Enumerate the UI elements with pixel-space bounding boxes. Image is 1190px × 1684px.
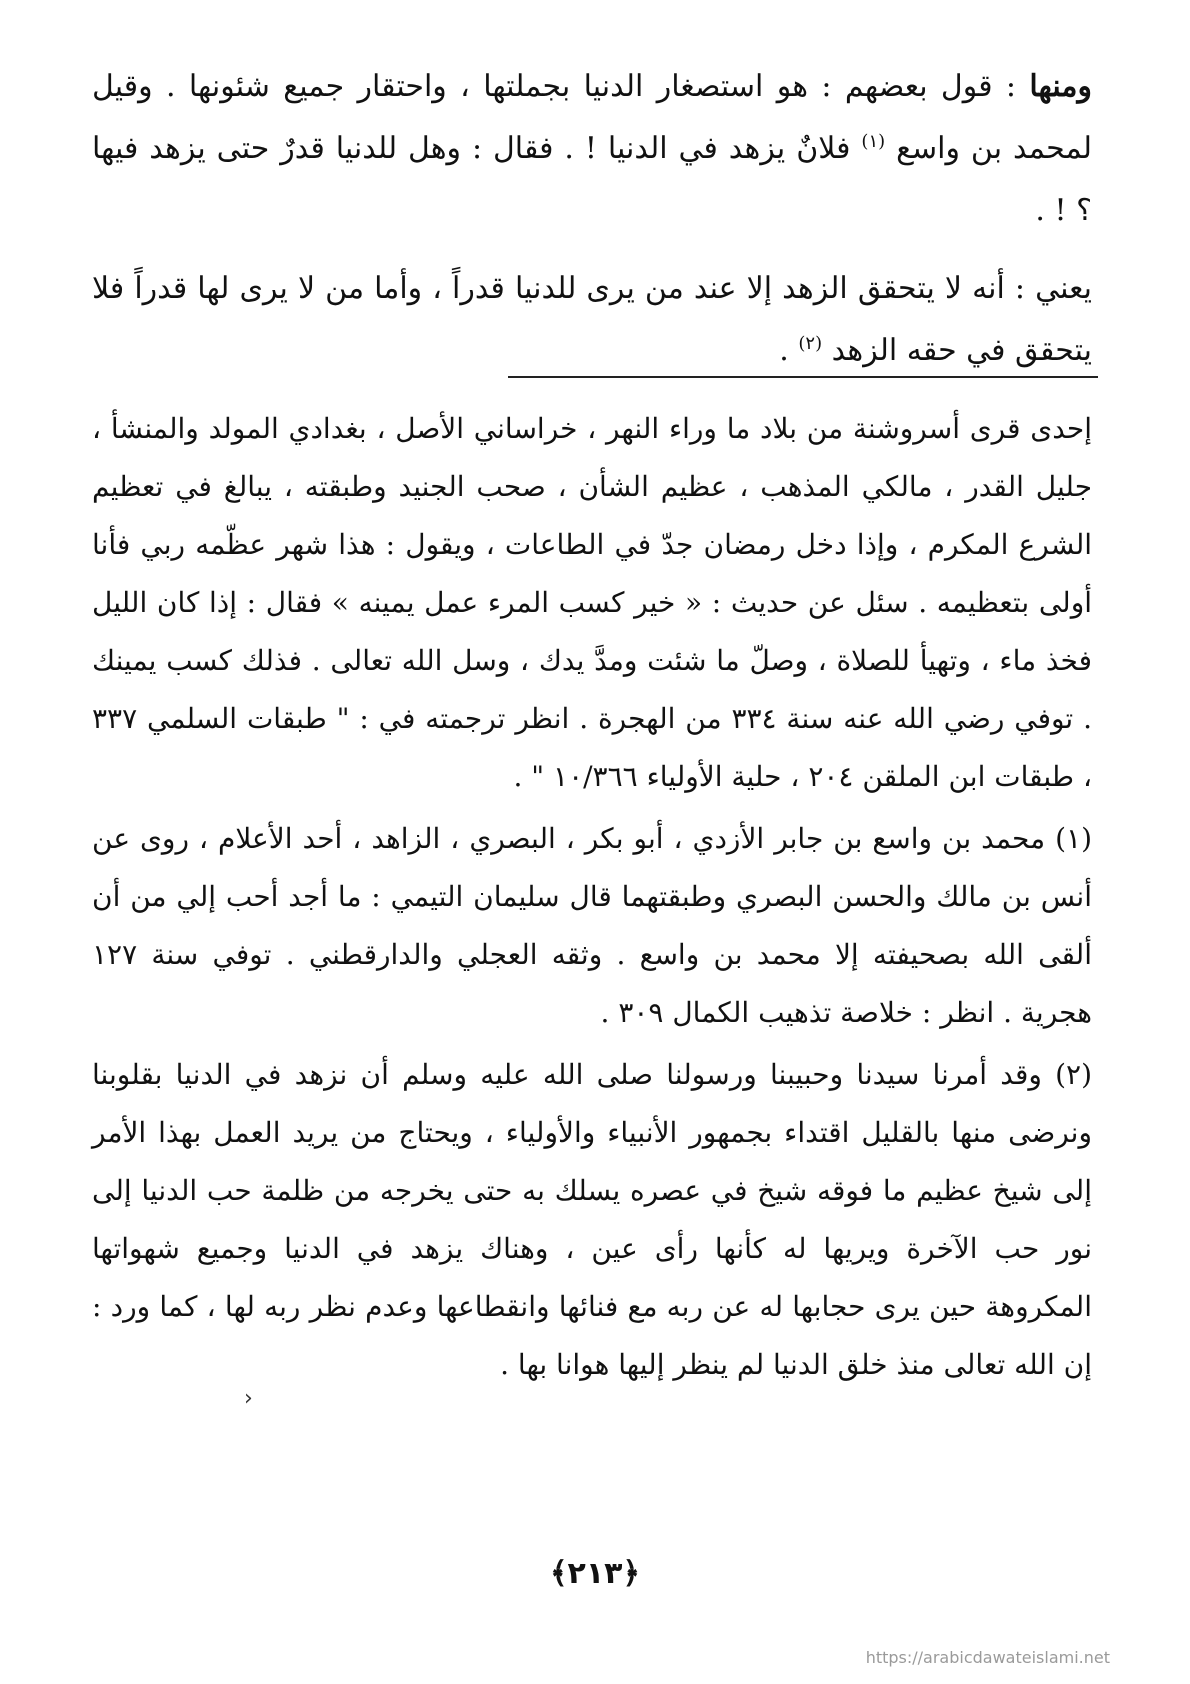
footnote-2: (٢) وقد أمرنا سيدنا وحبيبنا ورسولنا صلى الله عليه وسلم أن نزهد في الدنيا بقلوبنا ونرضى منها بالقليل اقتداء بجمهور الأنبياء والأولياء ، ويحتاج من يريد العمل بهذا الأمر إلى شيخ عظيم ما فوقه شيخ في عصره يسلك به حتى يخرجه من ظلمة حب الدنيا إلى نور حب الآخرة ويريها له كأنها رأى عين ، وهناك يزهد في الدنيا وجميع شهواتها المكروهة حين يرى حجابها له عن ربه مع فنائها وانقطاعها وعدم نظر ربه لها ، كما ورد : إن الله تعالى منذ خلق الدنيا لم ينظر إليها هوانا بها . — [92, 1058, 1092, 1381]
page-number: ﴿٢١٣﴾ — [549, 1556, 641, 1591]
watermark-url: https://arabicdawateislami.net — [865, 1648, 1110, 1667]
paragraph-1-text: : قول بعضهم : هو استصغار الدنيا بجملتها ، واحتقار جميع شئونها . وقيل لمحمد بن واسع — [92, 69, 1092, 166]
margin-mark: › — [244, 1386, 253, 1411]
footnote-continued: إحدى قرى أسروشنة من بلاد ما وراء النهر ، خراساني الأصل ، بغدادي المولد والمنشأ ، جليل القدر ، مالكي المذهب ، عظيم الشأن ، صحب الجنيد وطبقته ، يبالغ في تعظيم الشرع المكرم ، وإذا دخل رمضان جدّ في الطاعات ، ويقول : هذا شهر عظّمه ربي فأنا أولى بتعظيمه . سئل عن حديث : « خير كسب المرء عمل يمينه » فقال : إذا كان الليل فخذ ماء ، وتهيأ للصلاة ، وصلّ ما شئت ومدَّ يدك ، وسل الله تعالى . فذلك كسب يمينك . توفي رضي الله عنه سنة ٣٣٤ من الهجرة . انظر ترجمته في : " طبقات السلمي ٣٣٧ ، طبقات ابن الملقن ٢٠٤ ، حلية الأولياء ١٠/٣٦٦ " . — [92, 412, 1092, 793]
main-paragraph-2 — [92, 258, 1092, 382]
paragraph-1-tail: فلانٌ يزهد في الدنيا ! . فقال : وهل للدنيا قدرٌ حتى يزهد فيها ؟ ! . — [92, 131, 1092, 228]
footnote-1: (١) محمد بن واسع بن جابر الأزدي ، أبو بكر ، البصري ، الزاهد ، أحد الأعلام ، روى عن أنس بن مالك والحسن البصري وطبقتهما قال سليمان التيمي : ما أجد أحب إلي من أن ألقى الله بصحيفته إلا محمد بن واسع . وثقه العجلي والدارقطني . توفي سنة ١٢٧ هجرية . انظر : خلاصة تذهيب الكمال ٣٠٩ . — [92, 822, 1093, 1029]
paragraph-2-tail: . — [779, 333, 789, 368]
main-paragraph-1 — [92, 56, 1092, 242]
main-text — [92, 56, 1092, 398]
footnote-ref-2: (٢) — [798, 333, 823, 354]
paragraph-2-text: : أنه لا يتحقق الزهد إلا عند من يرى للدنيا قدراً ، وأما من لا يرى لها قدراً فلا يتحقق في حقه الزهد — [92, 271, 1092, 368]
footnote-divider — [508, 376, 1098, 378]
paragraph-1-lead: ومنها — [1029, 69, 1092, 104]
paragraph-2-lead: يعني — [1035, 271, 1092, 306]
footnote-ref-1: (١) — [861, 131, 886, 152]
footnotes-section — [92, 400, 1092, 1398]
